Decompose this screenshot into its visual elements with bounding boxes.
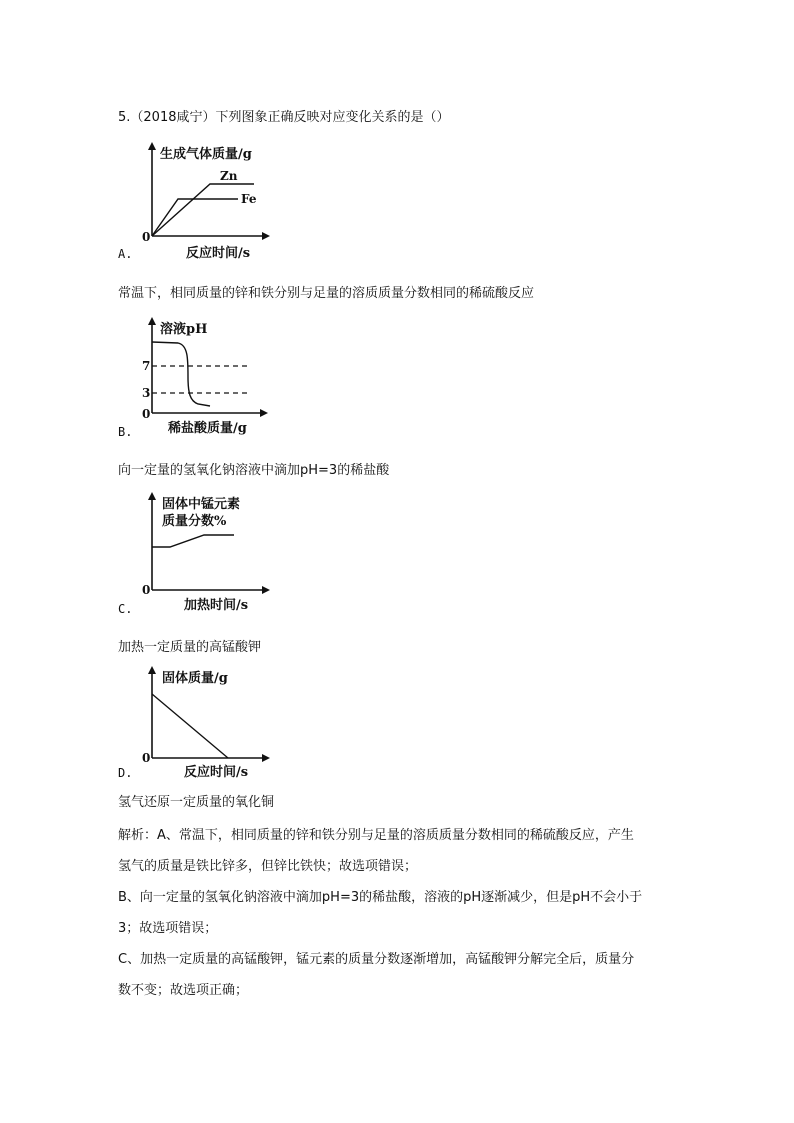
option-a-label: A. <box>118 247 133 261</box>
zn-label: Zn <box>220 169 238 183</box>
figure-a <box>140 140 290 262</box>
fe-label: Fe <box>241 192 257 206</box>
y-axis-arrow <box>148 666 156 674</box>
zn-line <box>152 184 254 236</box>
x-axis-arrow <box>262 232 270 240</box>
y-axis-arrow <box>148 317 156 325</box>
y-axis-arrow <box>148 492 156 500</box>
option-a-description: 常温下，相同质量的锌和铁分别与足量的溶质质量分数相同的稀硫酸反应 <box>118 286 535 301</box>
y-axis-label-line2: 质量分数% <box>162 514 227 529</box>
option-d-description: 氢气还原一定质量的氧化铜 <box>118 795 275 810</box>
option-c-label: C. <box>118 602 133 616</box>
tick-3: 3 <box>142 386 151 400</box>
figure-b <box>140 315 290 437</box>
figure-c <box>140 490 290 612</box>
option-b-description: 向一定量的氢氧化钠溶液中滴加pH=3的稀盐酸 <box>118 463 390 478</box>
tick-7: 7 <box>142 359 151 373</box>
y-axis-label: 溶液pH <box>160 322 208 337</box>
x-axis-arrow <box>260 409 268 417</box>
x-axis-arrow <box>262 754 270 762</box>
analysis-line-2: 氢气的质量是铁比锌多，但锌比铁快；故选项错误； <box>118 859 418 874</box>
solid-mass-line <box>152 694 228 758</box>
option-b-label: B. <box>118 425 133 439</box>
origin-label: 0 <box>142 583 151 597</box>
analysis-line-3: B、向一定量的氢氧化钠溶液中滴加pH=3的稀盐酸，溶液的pH逐渐减少，但是pH不会小于 <box>118 890 643 905</box>
x-axis-label: 加热时间/s <box>184 598 249 613</box>
origin-label: 0 <box>142 751 151 765</box>
analysis-line-1: 解析：A、常温下，相同质量的锌和铁分别与足量的溶质质量分数相同的稀硫酸反应，产生 <box>118 828 634 843</box>
mn-fraction-line <box>152 535 234 547</box>
option-d-label: D. <box>118 766 133 780</box>
y-axis-label: 生成气体质量/g <box>160 147 252 162</box>
origin-label: 0 <box>142 230 151 244</box>
y-axis-label: 固体质量/g <box>162 671 228 686</box>
ph-curve <box>152 342 210 406</box>
x-axis-label: 稀盐酸质量/g <box>168 421 247 436</box>
y-axis-arrow <box>148 142 156 150</box>
analysis-line-5: C、加热一定质量的高锰酸钾，锰元素的质量分数逐渐增加，高锰酸钾分解完全后，质量分 <box>118 952 635 967</box>
question-stem: 5.（2018咸宁）下列图象正确反映对应变化关系的是（） <box>118 110 450 125</box>
figure-d <box>140 664 290 784</box>
analysis-line-4: 3；故选项错误； <box>118 921 218 936</box>
x-axis-label: 反应时间/s <box>186 246 251 261</box>
x-axis-arrow <box>262 586 270 594</box>
x-axis-label: 反应时间/s <box>184 765 249 780</box>
y-axis-label-line1: 固体中锰元素 <box>162 497 241 512</box>
origin-label: 0 <box>142 407 151 421</box>
analysis-line-6: 数不变；故选项正确； <box>118 983 249 998</box>
option-c-description: 加热一定质量的高锰酸钾 <box>118 640 262 655</box>
fe-line <box>152 199 238 236</box>
